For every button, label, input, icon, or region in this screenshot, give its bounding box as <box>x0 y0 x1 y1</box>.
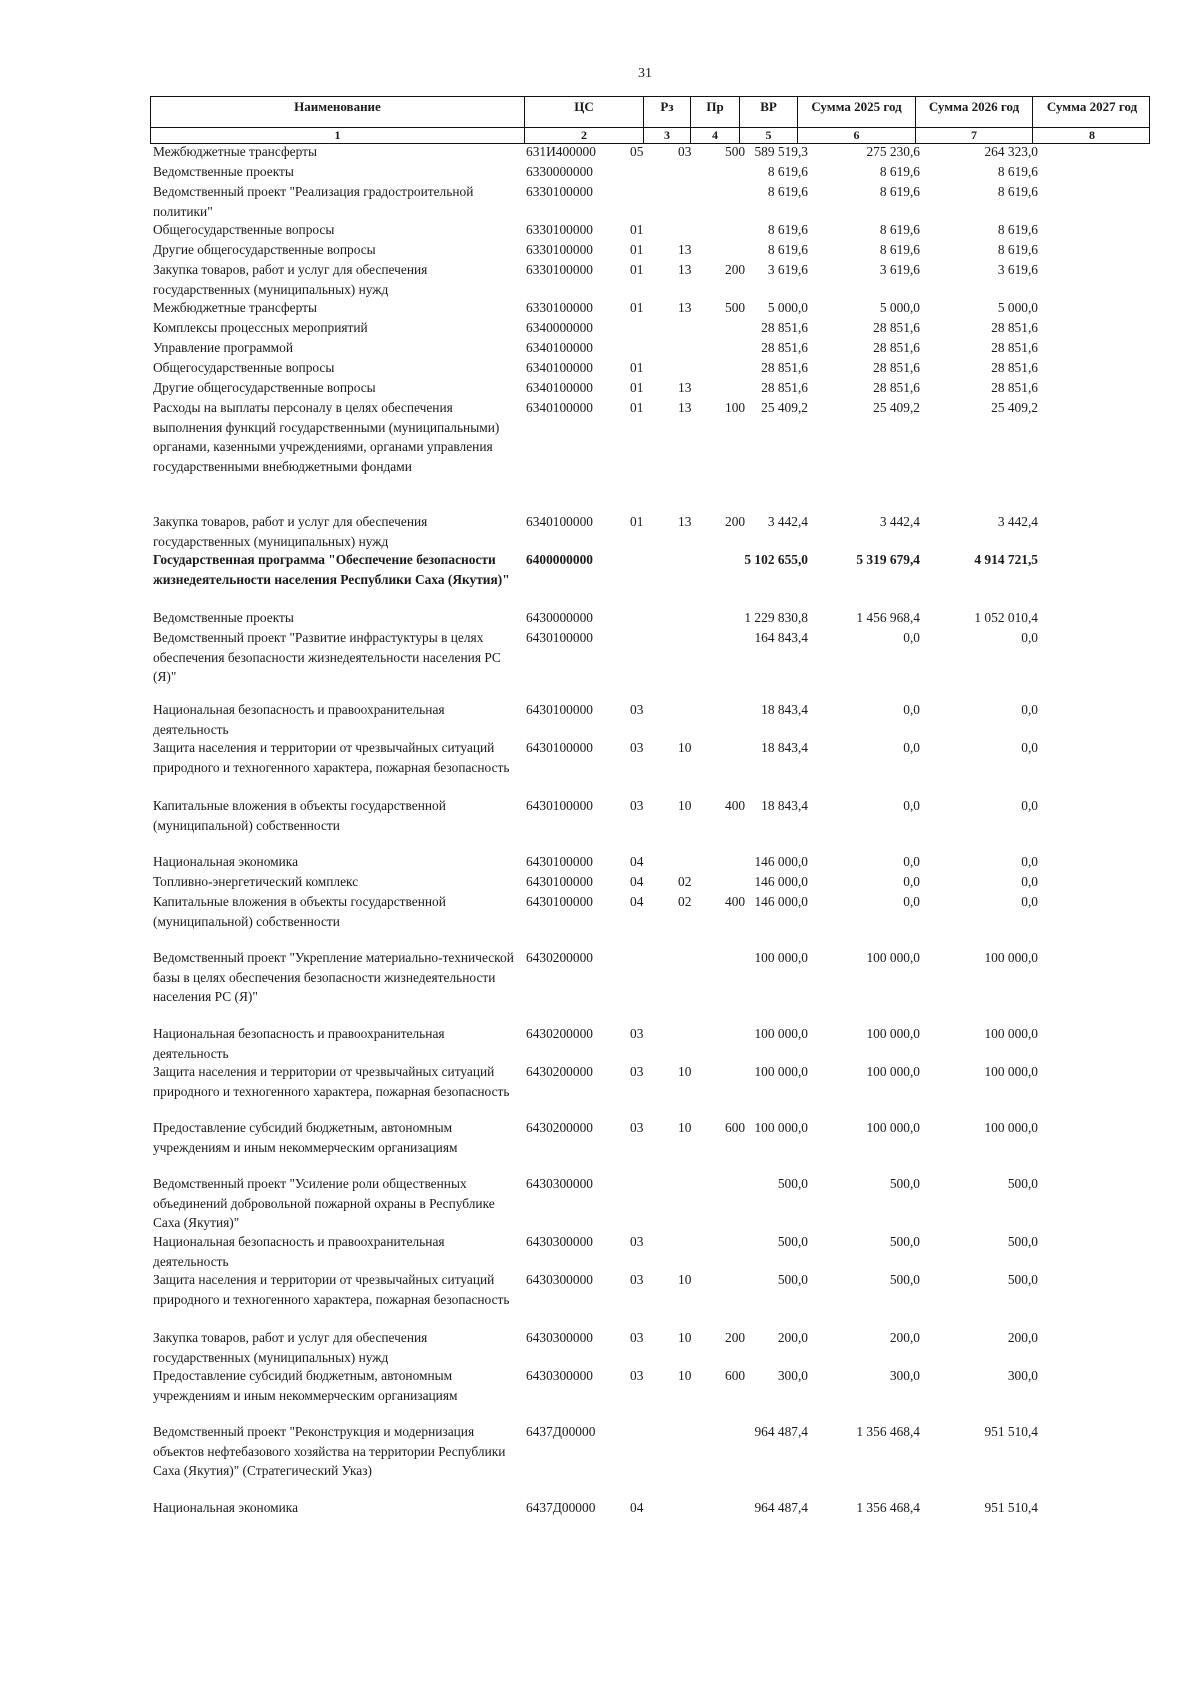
row-name: Расходы на выплаты персоналу в целях обеспечения выполнения функций государственными (муниципальными) органами, казенными учреждениями, органами управления государственными внебюджетными фондами <box>153 400 500 474</box>
row-cs: 6430100000 <box>526 894 593 909</box>
row-sum-2026: 0,0 <box>903 894 920 909</box>
column-number: 2 <box>525 128 644 143</box>
row-cs: 6430100000 <box>526 702 593 717</box>
row-cs: 6340100000 <box>526 380 593 395</box>
row-sum-2025: 8 619,6 <box>767 242 808 257</box>
row-name: Общегосударственные вопросы <box>153 222 335 237</box>
row-name: Ведомственный проект "Укрепление материально-технической базы в целях обеспечения безопасности жизнедеятельности населения РС (Я)" <box>153 950 514 1004</box>
row-sum-2026: 25 409,2 <box>873 400 920 415</box>
row-vr: 400 <box>725 798 746 813</box>
row-sum-2026: 0,0 <box>903 798 920 813</box>
row-cs: 6430200000 <box>526 1120 593 1135</box>
row-sum-2026: 8 619,6 <box>879 222 920 237</box>
row-sum-2025: 100 000,0 <box>754 950 808 965</box>
row-sum-2027: 0,0 <box>1021 740 1038 755</box>
row-name: Ведомственный проект "Реализация градостроительной политики" <box>153 184 474 219</box>
row-rz: 03 <box>630 1026 644 1041</box>
row-name: Защита населения и территории от чрезвычайных ситуаций природного и техногенного характера, пожарная безопасность <box>153 740 510 775</box>
row-cs: 631И400000 <box>526 144 596 159</box>
row-sum-2026: 28 851,6 <box>873 380 920 395</box>
column-number: 5 <box>740 128 798 143</box>
row-sum-2025: 28 851,6 <box>761 360 808 375</box>
budget-table <box>150 96 1150 1515</box>
row-name: Государственная программа "Обеспечение безопасности жизнедеятельности населения Республики Саха (Якутия)" <box>153 552 510 587</box>
row-sum-2027: 5 000,0 <box>997 300 1038 315</box>
row-name: Закупка товаров, работ и услуг для обеспечения государственных (муниципальных) нужд <box>153 262 428 297</box>
row-sum-2025: 28 851,6 <box>761 340 808 355</box>
row-cs: 6340100000 <box>526 514 593 529</box>
column-number: 7 <box>916 128 1033 143</box>
row-sum-2026: 0,0 <box>903 854 920 869</box>
row-sum-2025: 100 000,0 <box>754 1026 808 1041</box>
row-name: Общегосударственные вопросы <box>153 360 335 375</box>
row-sum-2027: 0,0 <box>1021 894 1038 909</box>
row-cs: 6430100000 <box>526 874 593 889</box>
row-rz: 01 <box>630 222 644 237</box>
row-rz: 03 <box>630 1120 644 1135</box>
column-number: 8 <box>1089 128 1095 142</box>
page-number: 31 <box>638 66 652 81</box>
row-pr: 13 <box>678 242 692 257</box>
row-sum-2025: 18 843,4 <box>761 740 808 755</box>
row-sum-2026: 0,0 <box>903 740 920 755</box>
row-sum-2027: 500,0 <box>1007 1272 1038 1287</box>
row-sum-2026: 8 619,6 <box>879 164 920 179</box>
row-name: Ведомственный проект "Развитие инфрастуктуры в целях обеспечения безопасности жизнедеятельности населения РС (Я)" <box>153 630 501 684</box>
row-sum-2025: 100 000,0 <box>754 1120 808 1135</box>
row-cs: 6330100000 <box>526 222 593 237</box>
row-sum-2027: 951 510,4 <box>984 1424 1038 1439</box>
row-sum-2025: 146 000,0 <box>754 874 808 889</box>
row-sum-2025: 100 000,0 <box>754 1064 808 1079</box>
row-sum-2027: 28 851,6 <box>991 380 1038 395</box>
row-rz: 03 <box>630 1330 644 1345</box>
row-sum-2026: 500,0 <box>889 1176 920 1191</box>
row-rz: 03 <box>630 740 644 755</box>
row-cs: 6430100000 <box>526 740 593 755</box>
row-sum-2026: 200,0 <box>889 1330 920 1345</box>
row-pr: 10 <box>678 740 692 755</box>
row-sum-2026: 100 000,0 <box>866 950 920 965</box>
row-name: Ведомственные проекты <box>153 164 294 179</box>
row-rz: 03 <box>630 1272 644 1287</box>
row-name: Национальная безопасность и правоохранительная деятельность <box>153 1234 445 1269</box>
row-name: Национальная экономика <box>153 1500 299 1515</box>
row-rz: 04 <box>630 1500 644 1515</box>
row-sum-2027: 200,0 <box>1007 1330 1038 1345</box>
row-rz: 03 <box>630 1368 644 1383</box>
row-name: Предоставление субсидий бюджетным, автономным учреждениям и иным некоммерческим организациям <box>153 1368 458 1403</box>
row-sum-2027: 100 000,0 <box>984 1026 1038 1041</box>
row-sum-2027: 500,0 <box>1007 1234 1038 1249</box>
row-pr: 13 <box>678 300 692 315</box>
row-sum-2027: 3 619,6 <box>997 262 1038 277</box>
row-sum-2026: 100 000,0 <box>866 1120 920 1135</box>
row-sum-2026: 3 442,4 <box>879 514 920 529</box>
row-pr: 13 <box>678 400 692 415</box>
row-sum-2025: 25 409,2 <box>761 400 808 415</box>
header-name: Наименование <box>151 97 525 127</box>
row-cs: 6430100000 <box>526 854 593 869</box>
row-sum-2025: 18 843,4 <box>761 798 808 813</box>
row-name: Закупка товаров, работ и услуг для обеспечения государственных (муниципальных) нужд <box>153 514 428 549</box>
row-sum-2025: 18 843,4 <box>761 702 808 717</box>
row-pr: 10 <box>678 1272 692 1287</box>
row-rz: 03 <box>630 702 644 717</box>
header-rz: Рз <box>644 97 691 127</box>
row-cs: 6430300000 <box>526 1368 593 1383</box>
row-cs: 6430300000 <box>526 1234 593 1249</box>
row-sum-2025: 8 619,6 <box>767 184 808 199</box>
row-name: Национальная безопасность и правоохранительная деятельность <box>153 1026 445 1061</box>
row-sum-2026: 1 356 468,4 <box>856 1424 920 1439</box>
row-sum-2026: 100 000,0 <box>866 1064 920 1079</box>
header-sum-2027: Сумма 2027 год <box>1046 99 1138 114</box>
row-sum-2025: 1 229 830,8 <box>744 610 808 625</box>
row-cs: 6430300000 <box>526 1330 593 1345</box>
row-pr: 03 <box>678 144 692 159</box>
row-rz: 01 <box>630 400 644 415</box>
row-vr: 200 <box>725 1330 746 1345</box>
header-cs: ЦС <box>525 97 644 127</box>
table-header <box>150 96 1150 127</box>
row-name: Ведомственный проект "Реконструкция и модернизация объектов нефтебазового хозяйства на территории Республики Саха (Якутия)" (Стратегический Указ) <box>153 1424 506 1478</box>
row-sum-2025: 3 619,6 <box>767 262 808 277</box>
row-sum-2025: 300,0 <box>777 1368 808 1383</box>
row-sum-2027: 951 510,4 <box>984 1500 1038 1515</box>
row-pr: 10 <box>678 1368 692 1383</box>
row-name: Другие общегосударственные вопросы <box>153 242 376 257</box>
row-sum-2027: 264 323,0 <box>984 144 1038 159</box>
row-pr: 13 <box>678 380 692 395</box>
row-vr: 200 <box>725 262 746 277</box>
row-sum-2026: 28 851,6 <box>873 320 920 335</box>
row-name: Ведомственные проекты <box>153 610 294 625</box>
row-pr: 13 <box>678 514 692 529</box>
row-name: Ведомственный проект "Усиление роли общественных объединений добровольной пожарной охраны в Республике Саха (Якутия)" <box>153 1176 495 1230</box>
row-rz: 03 <box>630 798 644 813</box>
row-sum-2027: 25 409,2 <box>991 400 1038 415</box>
row-sum-2025: 164 843,4 <box>754 630 808 645</box>
row-sum-2027: 28 851,6 <box>991 340 1038 355</box>
row-sum-2027: 8 619,6 <box>997 164 1038 179</box>
header-sum-2025: Сумма 2025 год <box>798 97 916 127</box>
header-vr: ВР <box>740 97 798 127</box>
row-rz: 01 <box>630 514 644 529</box>
row-sum-2026: 3 619,6 <box>879 262 920 277</box>
row-sum-2027: 0,0 <box>1021 798 1038 813</box>
row-sum-2026: 5 000,0 <box>879 300 920 315</box>
row-cs: 6330100000 <box>526 242 593 257</box>
row-sum-2027: 300,0 <box>1007 1368 1038 1383</box>
row-sum-2025: 146 000,0 <box>754 894 808 909</box>
row-sum-2025: 8 619,6 <box>767 222 808 237</box>
row-sum-2026: 8 619,6 <box>879 242 920 257</box>
row-name: Управление программой <box>153 340 293 355</box>
column-number: 6 <box>798 128 916 143</box>
row-cs: 6430200000 <box>526 950 593 965</box>
row-name: Предоставление субсидий бюджетным, автономным учреждениям и иным некоммерческим организациям <box>153 1120 458 1155</box>
row-rz: 04 <box>630 874 644 889</box>
row-pr: 02 <box>678 874 692 889</box>
row-sum-2026: 1 456 968,4 <box>856 610 920 625</box>
row-sum-2026: 500,0 <box>889 1234 920 1249</box>
row-vr: 500 <box>725 144 746 159</box>
row-sum-2025: 28 851,6 <box>761 320 808 335</box>
row-sum-2027: 100 000,0 <box>984 1064 1038 1079</box>
row-sum-2027: 3 442,4 <box>997 514 1038 529</box>
row-rz: 05 <box>630 144 644 159</box>
row-sum-2025: 146 000,0 <box>754 854 808 869</box>
header-sum-2026: Сумма 2026 год <box>916 97 1033 127</box>
row-pr: 02 <box>678 894 692 909</box>
row-cs: 6330100000 <box>526 300 593 315</box>
row-sum-2025: 8 619,6 <box>767 164 808 179</box>
row-sum-2027: 0,0 <box>1021 630 1038 645</box>
row-rz: 03 <box>630 1064 644 1079</box>
row-sum-2027: 0,0 <box>1021 854 1038 869</box>
row-vr: 200 <box>725 514 746 529</box>
row-sum-2027: 100 000,0 <box>984 950 1038 965</box>
row-cs: 6430100000 <box>526 630 593 645</box>
row-vr: 600 <box>725 1120 746 1135</box>
row-sum-2025: 3 442,4 <box>767 514 808 529</box>
row-sum-2025: 500,0 <box>777 1272 808 1287</box>
row-sum-2026: 1 356 468,4 <box>856 1500 920 1515</box>
row-pr: 10 <box>678 1330 692 1345</box>
row-sum-2026: 28 851,6 <box>873 340 920 355</box>
row-cs: 6430300000 <box>526 1272 593 1287</box>
row-cs: 6340100000 <box>526 340 593 355</box>
row-rz: 01 <box>630 380 644 395</box>
row-sum-2025: 5 000,0 <box>767 300 808 315</box>
row-sum-2026: 5 319 679,4 <box>856 552 920 567</box>
row-sum-2026: 300,0 <box>889 1368 920 1383</box>
row-rz: 01 <box>630 360 644 375</box>
row-name: Межбюджетные трансферты <box>153 144 317 159</box>
row-sum-2026: 0,0 <box>903 702 920 717</box>
row-sum-2026: 0,0 <box>903 874 920 889</box>
row-name: Закупка товаров, работ и услуг для обеспечения государственных (муниципальных) нужд <box>153 1330 428 1365</box>
row-vr: 600 <box>725 1368 746 1383</box>
row-rz: 03 <box>630 1234 644 1249</box>
row-sum-2027: 1 052 010,4 <box>974 610 1038 625</box>
header-pr: Пр <box>691 97 740 127</box>
row-sum-2025: 589 519,3 <box>754 144 808 159</box>
row-rz: 04 <box>630 894 644 909</box>
row-name: Другие общегосударственные вопросы <box>153 380 376 395</box>
row-sum-2025: 500,0 <box>777 1176 808 1191</box>
column-number: 4 <box>691 128 740 143</box>
row-sum-2026: 275 230,6 <box>866 144 920 159</box>
row-sum-2027: 100 000,0 <box>984 1120 1038 1135</box>
row-sum-2026: 500,0 <box>889 1272 920 1287</box>
row-sum-2027: 0,0 <box>1021 874 1038 889</box>
row-cs: 6437Д00000 <box>526 1500 596 1515</box>
row-name: Топливно-энергетический комплекс <box>153 874 359 889</box>
row-sum-2026: 100 000,0 <box>866 1026 920 1041</box>
row-cs: 6330100000 <box>526 184 593 199</box>
row-sum-2025: 964 487,4 <box>754 1500 808 1515</box>
column-number: 1 <box>151 128 525 143</box>
row-pr: 10 <box>678 1064 692 1079</box>
row-sum-2026: 8 619,6 <box>879 184 920 199</box>
row-cs: 6430000000 <box>526 610 593 625</box>
row-cs: 6340100000 <box>526 400 593 415</box>
row-name: Защита населения и территории от чрезвычайных ситуаций природного и техногенного характера, пожарная безопасность <box>153 1272 510 1307</box>
row-cs: 6330000000 <box>526 164 593 179</box>
row-name: Национальная безопасность и правоохранительная деятельность <box>153 702 445 737</box>
row-sum-2027: 4 914 721,5 <box>974 552 1038 567</box>
row-name: Межбюджетные трансферты <box>153 300 317 315</box>
row-name: Капитальные вложения в объекты государственной (муниципальной) собственности <box>153 894 446 929</box>
row-rz: 01 <box>630 300 644 315</box>
row-sum-2026: 28 851,6 <box>873 360 920 375</box>
row-pr: 13 <box>678 262 692 277</box>
row-vr: 100 <box>725 400 746 415</box>
row-cs: 6330100000 <box>526 262 593 277</box>
row-sum-2025: 200,0 <box>777 1330 808 1345</box>
row-cs: 6400000000 <box>526 552 593 567</box>
row-sum-2026: 0,0 <box>903 630 920 645</box>
row-rz: 01 <box>630 242 644 257</box>
row-sum-2025: 500,0 <box>777 1234 808 1249</box>
row-cs: 6430200000 <box>526 1026 593 1041</box>
row-sum-2027: 8 619,6 <box>997 184 1038 199</box>
row-cs: 6437Д00000 <box>526 1424 596 1439</box>
row-name: Национальная экономика <box>153 854 299 869</box>
row-rz: 04 <box>630 854 644 869</box>
row-sum-2027: 0,0 <box>1021 702 1038 717</box>
row-vr: 400 <box>725 894 746 909</box>
row-cs: 6430100000 <box>526 798 593 813</box>
row-sum-2025: 28 851,6 <box>761 380 808 395</box>
row-sum-2025: 5 102 655,0 <box>744 552 808 567</box>
row-vr: 500 <box>725 300 746 315</box>
row-sum-2027: 8 619,6 <box>997 222 1038 237</box>
row-sum-2027: 8 619,6 <box>997 242 1038 257</box>
row-cs: 6340100000 <box>526 360 593 375</box>
column-number: 3 <box>644 128 691 143</box>
row-cs: 6430200000 <box>526 1064 593 1079</box>
row-name: Защита населения и территории от чрезвычайных ситуаций природного и техногенного характера, пожарная безопасность <box>153 1064 510 1099</box>
row-sum-2025: 964 487,4 <box>754 1424 808 1439</box>
row-sum-2027: 28 851,6 <box>991 360 1038 375</box>
row-sum-2027: 28 851,6 <box>991 320 1038 335</box>
row-pr: 10 <box>678 1120 692 1135</box>
row-cs: 6430300000 <box>526 1176 593 1191</box>
row-cs: 6340000000 <box>526 320 593 335</box>
row-name: Капитальные вложения в объекты государственной (муниципальной) собственности <box>153 798 446 833</box>
row-rz: 01 <box>630 262 644 277</box>
row-sum-2027: 500,0 <box>1007 1176 1038 1191</box>
row-pr: 10 <box>678 798 692 813</box>
row-name: Комплексы процессных мероприятий <box>153 320 368 335</box>
